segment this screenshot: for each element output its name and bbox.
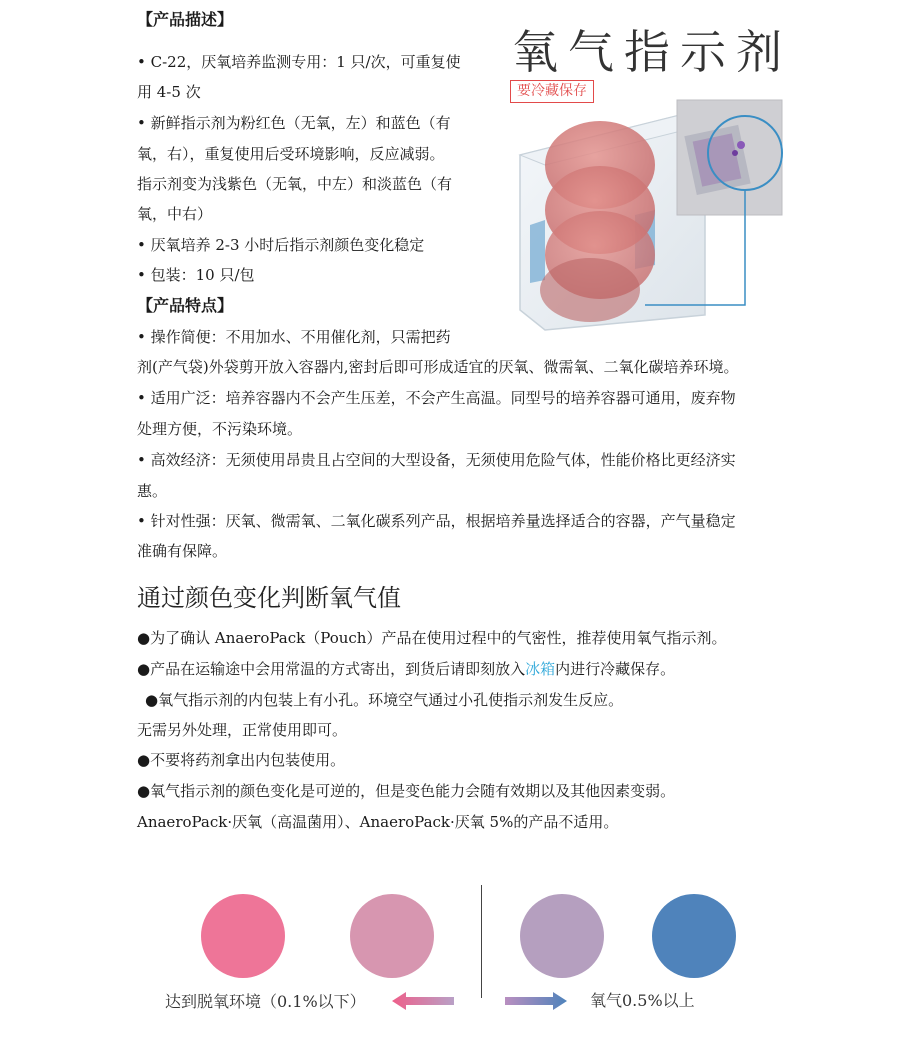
note-text: 内进行冷藏保存。 xyxy=(555,660,676,678)
note-line: 无需另外处理，正常使用即可。 xyxy=(137,721,348,739)
features-line: 惠。 xyxy=(137,482,168,500)
color-light-pink-circle xyxy=(350,894,434,978)
features-heading: 【产品特点】 xyxy=(137,296,234,315)
features-line: • 高效经济：无须使用昂贵且占空间的大型设备，无须使用危险气体，性能价格比更经济实 xyxy=(137,451,736,469)
note-line: ●为了确认 AnaeroPack（Pouch）产品在使用过程中的气密性，推荐使用氧气指示剂。 xyxy=(137,629,727,647)
features-line: • 操作简便：不用加水、不用催化剂，只需把药 xyxy=(137,328,451,346)
description-line: • C-22，厌氧培养监测专用：1 只/次，可重复使 xyxy=(137,53,461,71)
product-title: 氧气指示剂 xyxy=(512,25,792,79)
description-line: 用 4-5 次 xyxy=(137,83,201,101)
features-line: • 适用广泛：培养容器内不会产生压差，不会产生高温。同型号的培养容器可通用，废弃物 xyxy=(137,389,736,407)
note-line: AnaeroPack·厌氧（高温菌用）、AnaeroPack·厌氧 5%的产品不适用。 xyxy=(137,813,619,831)
description-line: 氧，右），重复使用后受环境影响，反应减弱。 xyxy=(137,145,445,163)
left-arrow-icon xyxy=(392,990,454,1012)
features-line: 准确有保障。 xyxy=(137,542,228,560)
description-line: 指示剂变为浅紫色（无氧，中左）和淡蓝色（有 xyxy=(137,175,453,193)
color-lavender-circle xyxy=(520,894,604,978)
features-line: 剂(产气袋)外袋剪开放入容器内,密封后即可形成适宜的厌氧、微需氧、二氧化碳培养环境。 xyxy=(137,358,739,376)
description-heading: 【产品描述】 xyxy=(137,10,234,29)
description-line: • 新鲜指示剂为粉红色（无氧，左）和蓝色（有 xyxy=(137,114,451,132)
fridge-link[interactable]: 冰箱 xyxy=(525,660,556,678)
oxygen-present-label: 氧气0.5%以上 xyxy=(590,991,695,1010)
features-line: • 针对性强：厌氧、微需氧、二氧化碳系列产品，根据培养量选择适合的容器，产气量稳定 xyxy=(137,512,736,530)
features-line: 处理方便，不污染环境。 xyxy=(137,420,303,438)
petri-dishes xyxy=(540,121,655,322)
note-line: ●不要将药剂拿出内包装使用。 xyxy=(137,751,346,769)
divider xyxy=(481,885,482,998)
right-arrow-icon xyxy=(505,990,567,1012)
description-line: • 包装：10 只/包 xyxy=(137,266,255,284)
description-line: 氧，中右） xyxy=(137,205,213,223)
description-line: • 厌氧培养 2-3 小时后指示剂颜色变化稳定 xyxy=(137,236,425,254)
indicator-pouch xyxy=(677,100,782,215)
note-line: ●氧气指示剂的颜色变化是可逆的，但是变色能力会随有效期以及其他因素变弱。 xyxy=(137,782,676,800)
note-line xyxy=(137,659,675,679)
product-photo xyxy=(505,95,795,335)
deoxygenated-label: 达到脱氧环境（0.1%以下） xyxy=(165,992,366,1011)
note-text: ●产品在运输途中会用常温的方式寄出，到货后请即刻放入 xyxy=(137,660,526,678)
color-blue-circle xyxy=(652,894,736,978)
refrigerate-badge: 要冷藏保存 xyxy=(510,80,594,103)
color-pink-circle xyxy=(201,894,285,978)
note-line: ●氧气指示剂的内包装上有小孔。环境空气通过小孔使指示剂发生反应。 xyxy=(145,691,624,709)
color-judge-title: 通过颜色变化判断氧气值 xyxy=(137,584,401,612)
